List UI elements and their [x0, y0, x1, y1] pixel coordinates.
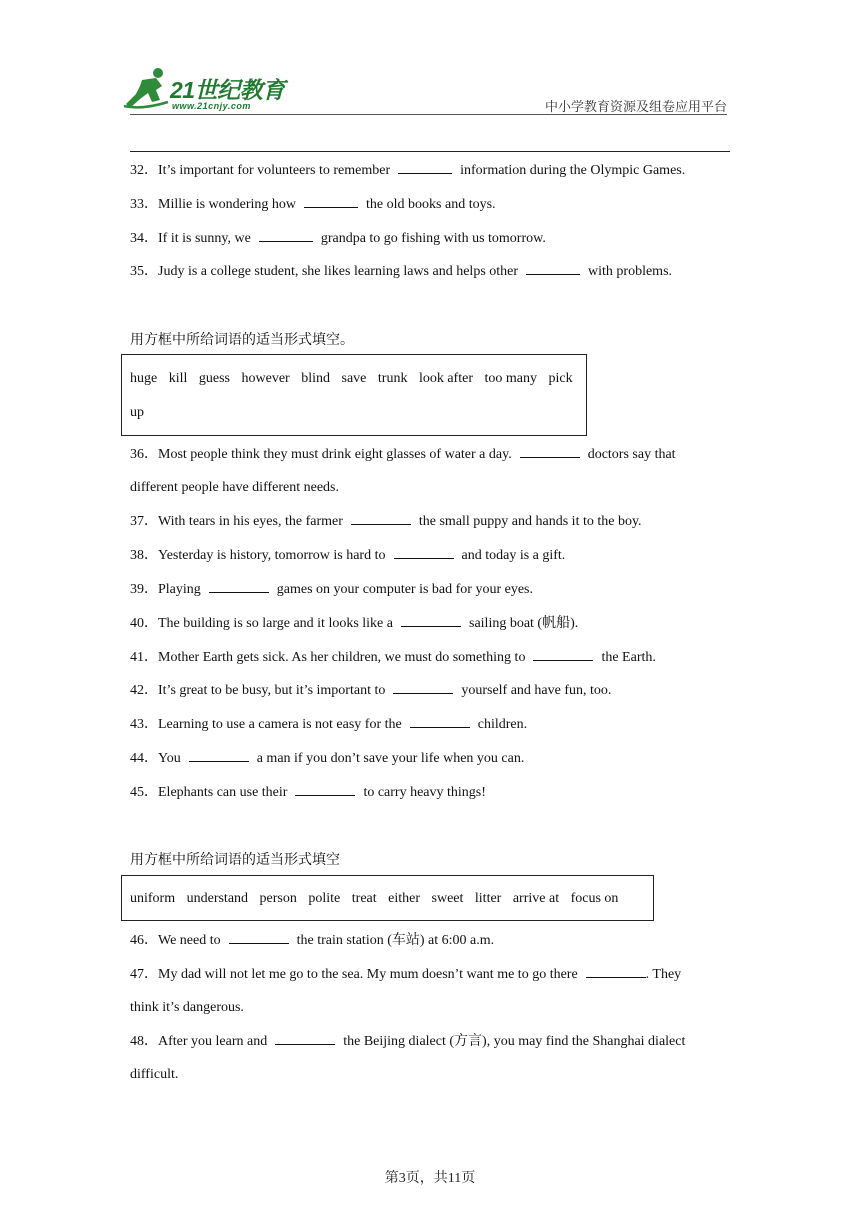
- question-text: My dad will not let me go to the sea. My mum doesn’t want me to go there: [158, 967, 578, 982]
- answer-blank[interactable]: [520, 445, 580, 458]
- logo: [122, 66, 302, 116]
- runner-logo-icon: [122, 66, 174, 112]
- word-bank-item: huge: [130, 371, 158, 386]
- question-text: . They: [645, 967, 682, 982]
- question-32: [130, 161, 685, 180]
- answer-blank[interactable]: [229, 931, 289, 944]
- word-bank-item: polite: [308, 891, 341, 906]
- question-33: [130, 195, 496, 214]
- question-text: information during the Olympic Games.: [460, 163, 686, 178]
- header-right-title: 中小学教育资源及组卷应用平台: [544, 99, 727, 114]
- question-34: [130, 229, 546, 248]
- answer-blank[interactable]: [259, 229, 313, 242]
- word-bank-box: [121, 354, 587, 436]
- question-41: [130, 648, 656, 667]
- question-text: yourself and have fun, too.: [461, 683, 612, 698]
- answer-blank[interactable]: [275, 1032, 335, 1045]
- question-text: Mother Earth gets sick. As her children, we must do something to: [158, 650, 526, 665]
- question-44: [130, 749, 524, 768]
- word-bank-item: kill: [168, 371, 188, 386]
- content-divider: [130, 151, 730, 152]
- word-bank-item: uniform: [130, 891, 176, 906]
- question-text: sailing boat (帆船).: [469, 616, 579, 631]
- question-text: With tears in his eyes, the farmer: [158, 514, 343, 529]
- word-bank-item: focus on: [570, 891, 619, 906]
- question-text: It’s great to be busy, but it’s important to: [158, 683, 386, 698]
- question-47: [130, 965, 681, 984]
- page-number: 第3页，共11页: [384, 1171, 476, 1186]
- word-bank-item: treat: [351, 891, 377, 906]
- word-bank-item: pick: [548, 371, 573, 386]
- question-37: [130, 512, 642, 531]
- question-text: the Beijing dialect (方言), you may find the Shanghai dialect: [343, 1034, 686, 1049]
- word-bank-item: however: [241, 371, 290, 386]
- question-45: [130, 783, 486, 802]
- question-text: After you learn and: [158, 1034, 268, 1049]
- answer-blank[interactable]: [209, 580, 269, 593]
- header-divider: [130, 114, 727, 115]
- word-bank-item: arrive at: [512, 891, 560, 906]
- question-text: to carry heavy things!: [363, 785, 486, 800]
- answer-blank[interactable]: [295, 783, 355, 796]
- question-38: [130, 546, 565, 565]
- word-bank-line: [130, 371, 581, 387]
- question-text: with problems.: [588, 264, 673, 279]
- word-bank-box: [121, 875, 654, 921]
- question-number: 42．: [130, 683, 158, 698]
- question-text: the small puppy and hands it to the boy.: [418, 514, 642, 529]
- word-bank-line: [130, 405, 144, 421]
- answer-blank[interactable]: [526, 262, 580, 275]
- question-text: grandpa to go fishing with us tomorrow.: [320, 231, 546, 246]
- question-text: Most people think they must drink eight glasses of water a day.: [158, 447, 512, 462]
- question-text: Judy is a college student, she likes learning laws and helps other: [158, 264, 519, 279]
- question-48: [130, 1032, 685, 1051]
- question-number: 36．: [130, 447, 158, 462]
- word-bank-item: sweet: [431, 891, 464, 906]
- answer-blank[interactable]: [401, 614, 461, 627]
- question-43: [130, 715, 527, 734]
- answer-blank[interactable]: [533, 648, 593, 661]
- page-header: [122, 66, 727, 116]
- question-text: children.: [477, 717, 528, 732]
- question-number: 48．: [130, 1034, 158, 1049]
- answer-blank[interactable]: [304, 195, 358, 208]
- word-bank-item: up: [130, 405, 144, 420]
- question-number: 38．: [130, 548, 158, 563]
- question-text: Millie is wondering how: [158, 197, 297, 212]
- word-bank-item: trunk: [377, 371, 408, 386]
- question-text: Playing: [158, 582, 201, 597]
- question-number: 40．: [130, 616, 158, 631]
- word-bank-item: blind: [301, 371, 330, 386]
- question-text: Learning to use a camera is not easy for the: [158, 717, 402, 732]
- question-46: [130, 931, 494, 950]
- word-bank-item: look after: [418, 371, 473, 386]
- answer-blank[interactable]: [394, 546, 454, 559]
- word-bank-item: too many: [484, 371, 537, 386]
- question-number: 35．: [130, 264, 158, 279]
- logo-url: www.21cnjy.com: [172, 101, 251, 111]
- question-number: 45．: [130, 785, 158, 800]
- question-text: Yesterday is history, tomorrow is hard to: [158, 548, 386, 563]
- question-number: 39．: [130, 582, 158, 597]
- question-number: 43．: [130, 717, 158, 732]
- section-heading: 用方框中所给词语的适当形式填空。: [130, 333, 354, 348]
- question-40: [130, 614, 578, 633]
- word-bank-line: [130, 891, 626, 907]
- question-text: the Earth.: [601, 650, 656, 665]
- section-heading: 用方框中所给词语的适当形式填空: [130, 853, 340, 868]
- question-number: 41．: [130, 650, 158, 665]
- word-bank-item: guess: [198, 371, 231, 386]
- word-bank-item: save: [341, 371, 367, 386]
- question-text: games on your computer is bad for your eyes.: [276, 582, 533, 597]
- question-35: [130, 262, 672, 281]
- question-48-continued: difficult.: [130, 1067, 179, 1082]
- answer-blank[interactable]: [393, 681, 453, 694]
- question-39: [130, 580, 533, 599]
- question-text: Elephants can use their: [158, 785, 288, 800]
- question-text: the old books and toys.: [366, 197, 496, 212]
- question-42: [130, 681, 611, 700]
- word-bank-item: understand: [186, 891, 249, 906]
- question-text: The building is so large and it looks like a: [158, 616, 393, 631]
- question-number: 32．: [130, 163, 158, 178]
- question-number: 33．: [130, 197, 158, 212]
- question-text: doctors say that: [587, 447, 676, 462]
- answer-blank[interactable]: [410, 715, 470, 728]
- word-bank-item: person: [259, 891, 297, 906]
- answer-blank[interactable]: [398, 161, 452, 174]
- question-text: and today is a gift.: [461, 548, 566, 563]
- question-number: 47．: [130, 967, 158, 982]
- question-text: It’s important for volunteers to remember: [158, 163, 391, 178]
- answer-blank[interactable]: [586, 965, 646, 978]
- question-36: [130, 445, 676, 464]
- question-text: You: [158, 751, 181, 766]
- logo-text: 21世纪教育: [170, 77, 285, 103]
- answer-blank[interactable]: [351, 512, 411, 525]
- question-text: We need to: [158, 933, 221, 948]
- question-text: If it is sunny, we: [158, 231, 251, 246]
- question-number: 44．: [130, 751, 158, 766]
- question-text: a man if you don’t save your life when you can.: [256, 751, 525, 766]
- question-47-continued: think it’s dangerous.: [130, 1000, 244, 1015]
- answer-blank[interactable]: [189, 749, 249, 762]
- question-number: 34．: [130, 231, 158, 246]
- question-number: 37．: [130, 514, 158, 529]
- word-bank-item: litter: [474, 891, 502, 906]
- word-bank-item: either: [388, 891, 421, 906]
- question-number: 46．: [130, 933, 158, 948]
- question-text: the train station (车站) at 6:00 a.m.: [296, 933, 495, 948]
- question-36-continued: different people have different needs.: [130, 480, 340, 495]
